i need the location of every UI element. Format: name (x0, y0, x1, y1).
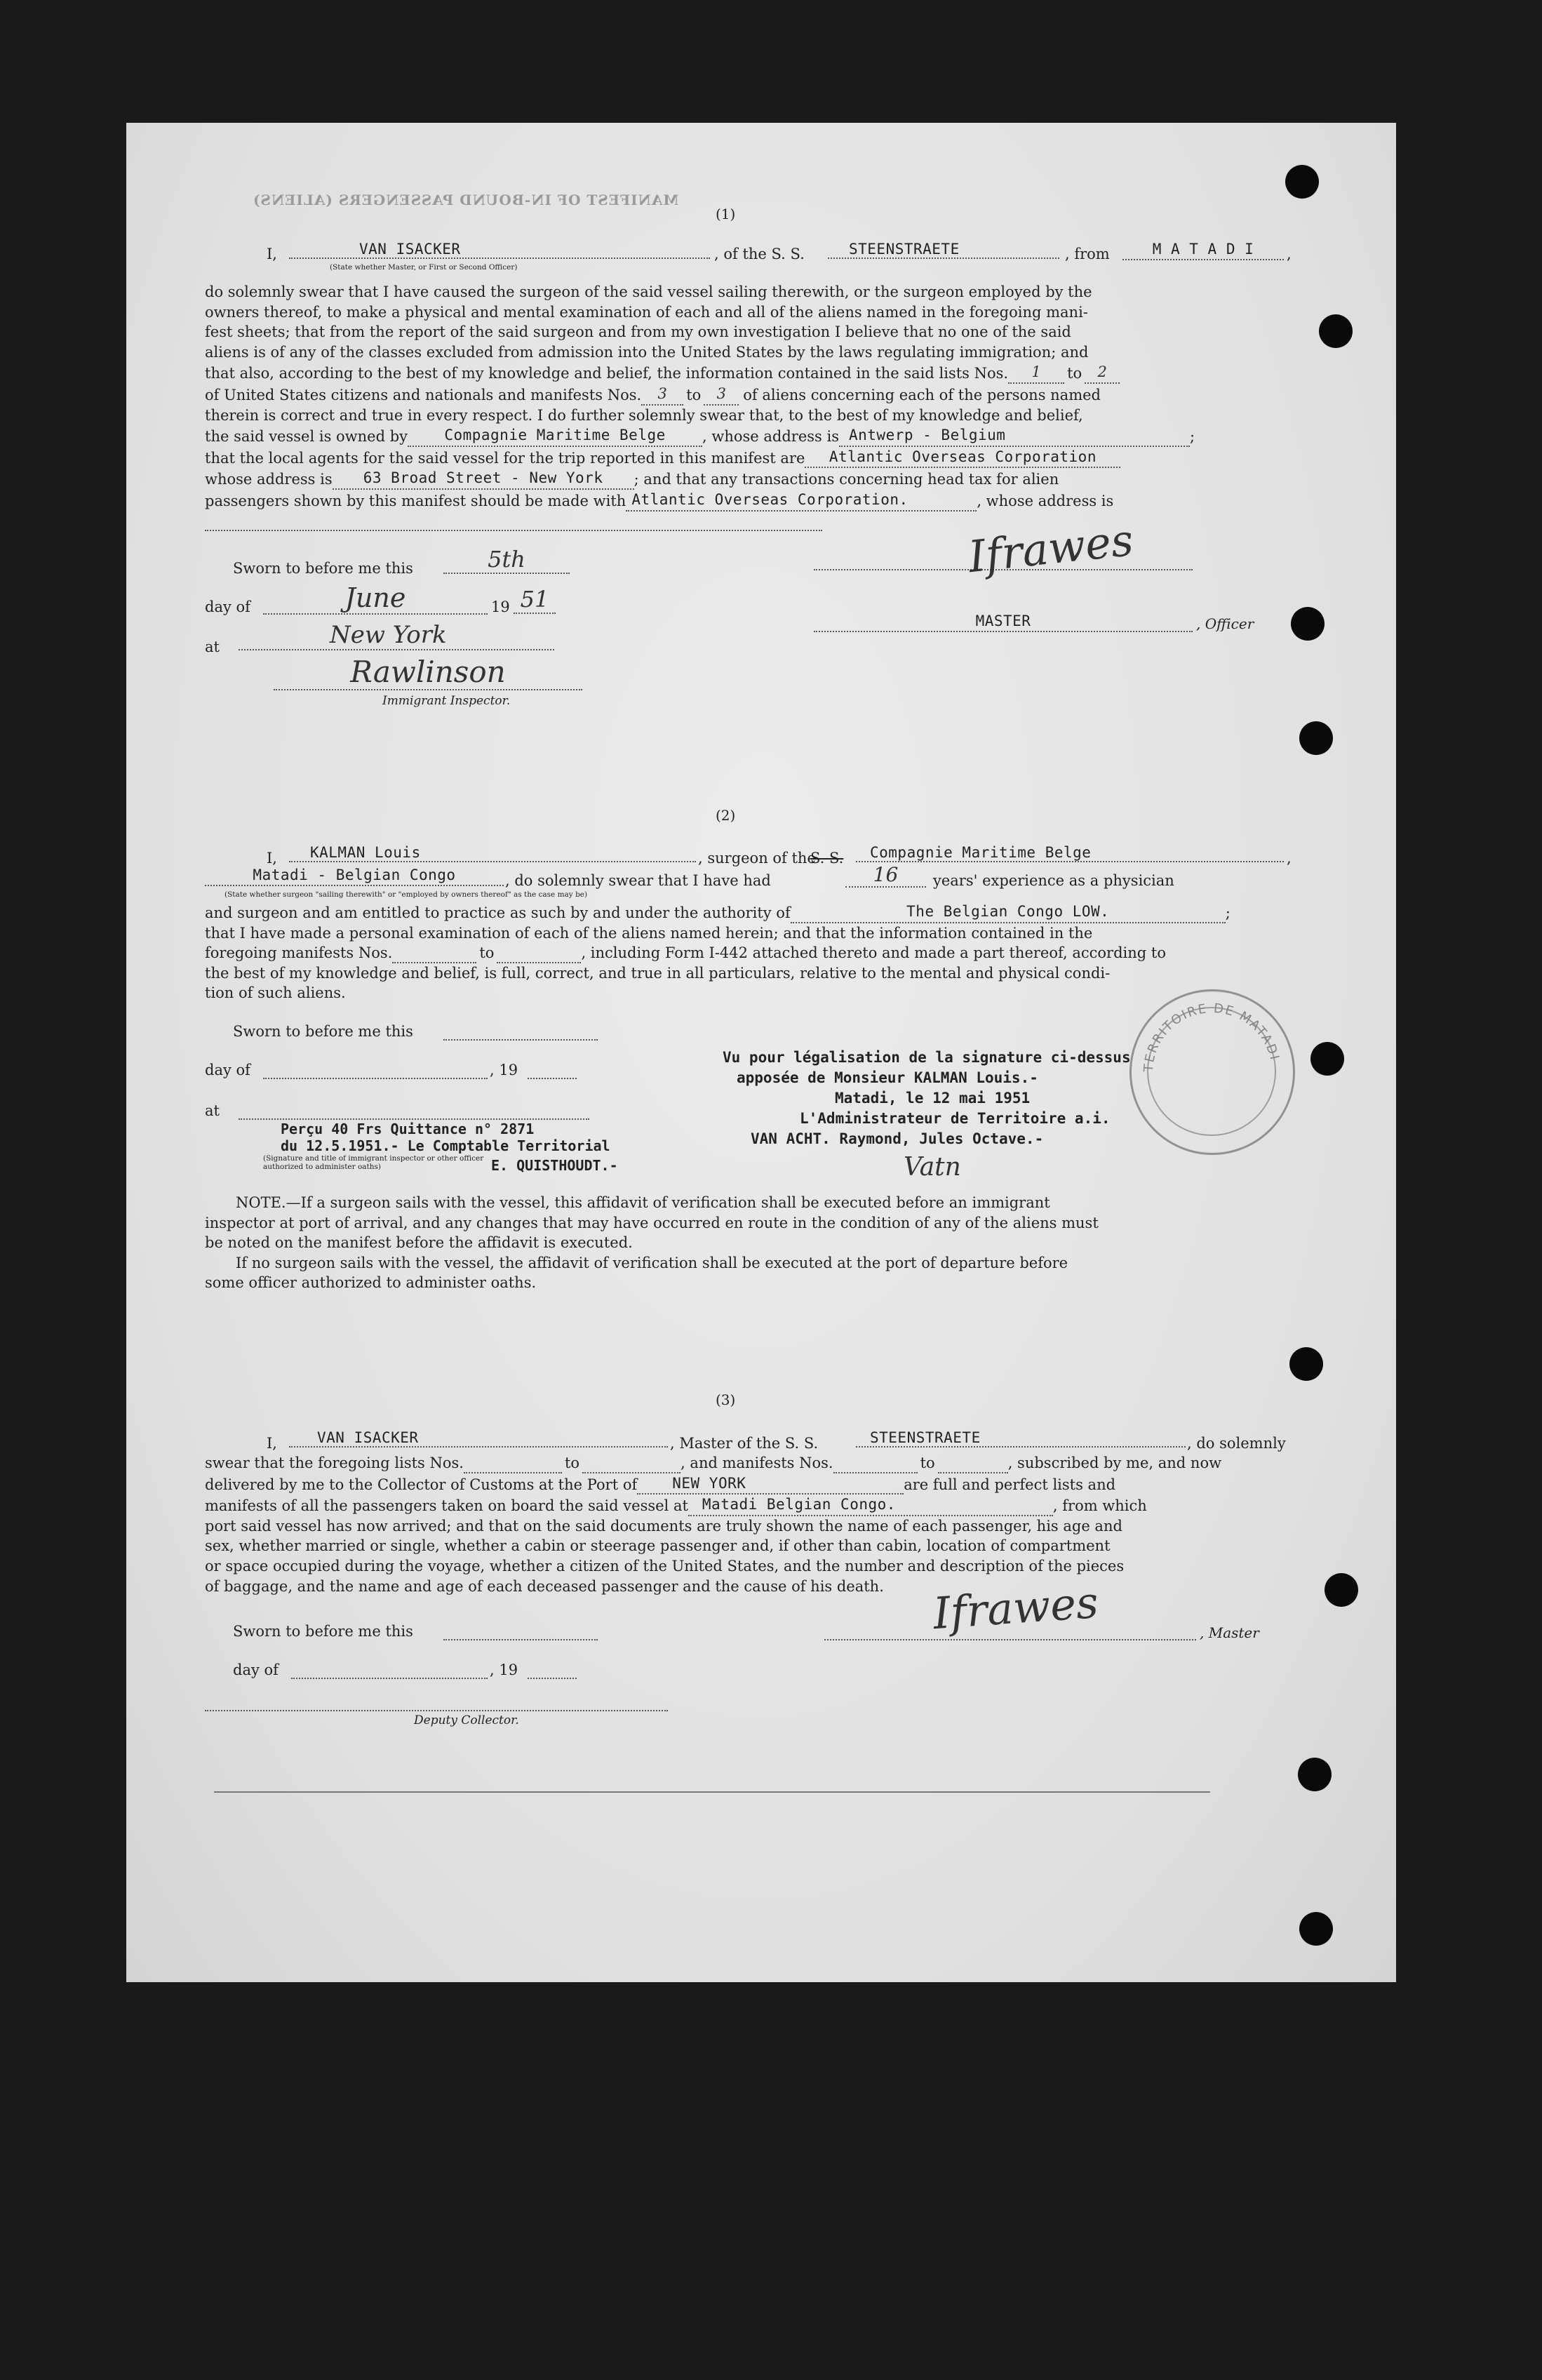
s3-line-2: delivered by me to the Collector of Customs at the Port of NEW YORK are full and perfect lists and (205, 1473, 1332, 1495)
s1-manifest-from: 3 (641, 384, 683, 406)
s2-month (263, 1059, 488, 1079)
s2-administrator-signature: Vatn (904, 1153, 961, 1182)
s1-of-the-ss: , of the S. S. (714, 246, 805, 262)
s2-hint: (State whether surgeon "sailing therewith" or "employed by owners thereof" as the case may be) (224, 890, 588, 899)
s3-port: NEW YORK (637, 1473, 904, 1495)
s3-line-5: sex, whether married or single, whether a cabin or steerage passenger and, if other than cabin, location of compartment (205, 1537, 1111, 1555)
s3-lists-from (464, 1454, 562, 1473)
s2-note-3: be noted on the manifest before the affidavit is executed. (205, 1234, 633, 1252)
s1-line-4: aliens is of any of the classes excluded from admission into the United States by the laws regulating immigration; and (205, 343, 1089, 361)
s3-year-prefix: , 19 (490, 1662, 518, 1678)
s3-line-4: port said vessel has now arrived; and that on the said documents are truly shown the name of each passenger, his age and (205, 1517, 1122, 1535)
s2-line-5: tion of such aliens. (205, 984, 346, 1002)
s1-line-10: whose address is 63 Broad Street - New York ; and that any transactions concerning head tax for alien (205, 468, 1332, 490)
s1-month: June (263, 582, 488, 615)
s2-note-2: inspector at port of arrival, and any changes that may have occurred en route in the condition of any of the aliens must (205, 1214, 1099, 1231)
s2-ss-struck: S. S. (810, 850, 844, 867)
s3-sworn-label: Sworn to before me this (233, 1623, 413, 1640)
official-seal (1129, 989, 1295, 1155)
s2-note-5: some officer authorized to administer oaths. (205, 1274, 537, 1292)
s1-lists-from: 1 (1008, 362, 1064, 384)
s1-year-prefix: 19 (491, 599, 510, 615)
s1-place: New York (239, 621, 554, 650)
s1-inspector-title: Immigrant Inspector. (382, 694, 511, 708)
document-page: MANIFEST OF IN-BOUND PASSENGERS (ALIENS) (1) I, VAN ISACKER (State whether Master, or First or Second Officer) , of the S. S. STEENSTRAETE , from M A T A D I , do solemnly swear that I have caused the surgeon of the said vessel sailing therewith, or the surgeon employed by the owners thereof, to make a physical and mental examination of each and all of the aliens named in the foregoing mani- fest sheets; that from the report of the said surgeon and from my own investigation I believe that no one of the said aliens is of any of the classes excluded from admission into the United States by the laws regulating immigration; and that also, according to the best of my knowledge and belief, the information contained in the said lists Nos. 1 to 2 of United States citizens and nationals and manifests Nos. 3 to 3 of aliens concerning each of the persons named therein is correct and true in every respect. I do further solemnly swear that, to the best of my knowledge and belief, the said vessel is owned by Compagnie Maritime Belge , whose address is Antwerp - Belgium ; that the local agents for the said vessel for the trip reported in this manifest are Atlantic Overseas Corporation whose address is 63 Broad Street - New York ; and that any transactions concerning head tax for alien passengers shown by this manifest should be made with Atlantic Overseas Corporation. , whose address is Sworn to before me this 5th day of June 19 51 at New York Rawlinson Immigrant Inspector. Ifrawes MASTER , Officer (2) I, KALMAN Louis , surgeon of the S. S. Compagnie Maritime Belge , Matadi - Belgian Congo , do solemnly swear that I have had 16 years' experience as a physician (State whether surgeon "sailing therewith" or "employed by owners thereof" as the case may be) and surgeon and am entitled to practice as such by and under the authority of The Belgian Congo LOW. ; that I have made a personal examination of each of the aliens named herein; and that the information contained in the foregoing manifests Nos. to , including Form I-442 attached thereto and made a part thereof, according to the best of my knowledge and belief, is full, correct, and true in all particulars, relative to the mental and physical condi- tion of such aliens. Sworn to before me this day of , 19 at Perçu 40 Frs Quittance n° 2871 du 12.5.1951.- Le Comptable Territorial (Signature and title of immigrant inspector or other officer authorized to administer oaths) E. QUISTHOUDT.- Vu pour légalisation de la signature ci-dessus apposée de Monsieur KALMAN Louis.- Matadi, le 12 mai 1951 L'Administrateur de Territoire a.i. VAN ACHT. Raymond, Jules Octave.- Vatn TERRITOIRE DE MATADI NOTE.—If a surgeon sails with the vessel, this affidavit of verification shall be executed before an immigrant inspector at port of arrival, and any changes that may have occurred en route in the condition of any of the aliens must be noted on the manifest before the affidavit is executed. If no surgeon sails with the vessel, the affidavit of verification shall be executed at the port of departure before some officer authorized to administer oaths. (3) I, VAN ISACKER , Master of the S. S. STEENSTRAETE , do solemnly swear that the foregoing lists Nos. to , and manifests Nos. to , subscribed by me, and now delivered by me to the Collector of Customs at the Port of NEW YORK are full and perfect lists and manifests of all the passengers taken on board the said vessel at Matadi Belgian Congo. , from which port said vessel has now arrived; and that on the said documents are truly shown the name of each passenger, his age and sex, whether married or single, whether a cabin or steerage passenger and, if other than cabin, location of compartment or space occupied during the voyage, whether a citizen of the United States, and the number and description of the pieces of baggage, and the name and age of each deceased passenger and the cause of his death. Sworn to before me this day of , 19 Deputy Collector. Ifrawes , Master (126, 123, 1396, 1982)
s3-line-3: manifests of all the passengers taken on board the said vessel at Matadi Belgian Congo. , from which (205, 1495, 1332, 1516)
punch-hole (1289, 1347, 1323, 1381)
s3-ship: STEENSTRAETE (856, 1429, 1186, 1448)
s3-origin: Matadi Belgian Congo. (688, 1495, 1053, 1516)
section-3-number: (3) (716, 1391, 736, 1408)
section-1-number: (1) (716, 206, 736, 222)
s2-place: Matadi - Belgian Congo (205, 867, 504, 886)
s1-line-7: therein is correct and true in every respect. I do further solemnly swear that, to the best of my knowledge and belief, (205, 406, 1083, 424)
s1-tax-agent: Atlantic Overseas Corporation. (626, 490, 977, 512)
s2-note (205, 1193, 1332, 1293)
s1-sworn-day: 5th (443, 546, 570, 574)
s1-owner-address: Antwerp - Belgium (839, 425, 1190, 447)
s1-port: M A T A D I (1122, 241, 1284, 260)
s1-line-6: of United States citizens and nationals and manifests Nos. 3 to 3 of aliens concerning each of the persons named (205, 384, 1332, 406)
s2-legalisation-stamp: Vu pour légalisation de la signature ci-dessus apposée de Monsieur KALMAN Louis.- Matadi, le 12 mai 1951 L'Administrateur de Territoire a.i. VAN ACHT. Raymond, Jules Octave.- (723, 1049, 1131, 1147)
s1-master-title: MASTER (814, 613, 1193, 632)
s3-collector-title: Deputy Collector. (414, 1713, 519, 1727)
s2-day-of-label: day of (205, 1062, 250, 1078)
s3-master-signature: Ifrawes (931, 1576, 1100, 1640)
s2-years-exp: years' experience as a physician (933, 872, 1174, 889)
punch-hole (1285, 165, 1319, 199)
s1-line-9: that the local agents for the said vessel for the trip reported in this manifest are Atlantic Overseas Corporation (205, 447, 1332, 469)
s2-receipt-stamp: Perçu 40 Frs Quittance n° 2871 du 12.5.1951.- Le Comptable Territorial (281, 1121, 610, 1154)
s2-manifest-from (392, 944, 476, 963)
s1-day-of-label: day of (205, 599, 250, 615)
s2-paragraph (205, 902, 1332, 1003)
s1-line-8: the said vessel is owned by Compagnie Maritime Belge , whose address is Antwerp - Belgium ; (205, 425, 1332, 447)
s1-line-11: passengers shown by this manifest should be made with Atlantic Overseas Corporation. , whose address is (205, 490, 1332, 512)
s3-master-name: VAN ISACKER (289, 1429, 668, 1448)
bleed-through-header: MANIFEST OF IN-BOUND PASSENGERS (ALIENS) (253, 192, 679, 208)
s3-i: I, (267, 1435, 277, 1452)
seal-text: TERRITOIRE DE MATADI (1141, 1001, 1282, 1073)
s1-master-signature: Ifrawes (965, 514, 1136, 583)
s1-line-3: fest sheets; that from the report of the said surgeon and from my own investigation I believe that no one of the said (205, 323, 1071, 341)
s3-day-of-label: day of (233, 1662, 279, 1678)
punch-hole (1298, 1758, 1332, 1791)
s2-swear: , do solemnly swear that I have had (505, 872, 771, 889)
s2-line-4: the best of my knowledge and belief, is full, correct, and true in all particulars, relative to the mental and physical condi- (205, 964, 1111, 982)
s2-line-2: that I have made a personal examination of each of the aliens named herein; and that the information contained in the (205, 924, 1093, 942)
bottom-rule (214, 1791, 1210, 1793)
s2-note-1: NOTE.—If a surgeon sails with the vessel, this affidavit of verification shall be executed before an immigrant (236, 1194, 1050, 1211)
s3-collector-line (205, 1710, 668, 1711)
punch-hole (1319, 314, 1353, 348)
s2-line-authority: and surgeon and am entitled to practice as such by and under the authority of The Belgian Congo LOW. ; (205, 902, 1332, 923)
s3-lists-to (582, 1454, 681, 1473)
s1-master-name: VAN ISACKER (289, 241, 710, 259)
s2-place-blank (239, 1100, 589, 1120)
s1-i: I, (267, 246, 277, 262)
punch-hole (1291, 607, 1325, 641)
section-2-number: (2) (716, 807, 736, 824)
s1-line-5: that also, according to the best of my knowledge and belief, the information contained in the said lists Nos. 1 to 2 (205, 362, 1332, 384)
s1-year: 51 (514, 586, 556, 614)
s2-years: 16 (845, 863, 926, 888)
punch-hole (1299, 721, 1333, 755)
s1-agent-address: 63 Broad Street - New York (333, 468, 634, 490)
punch-hole (1299, 1912, 1333, 1946)
s1-sworn-label: Sworn to before me this (233, 560, 413, 577)
s2-i: I, (267, 850, 277, 867)
s3-master-label: , Master (1200, 1624, 1259, 1641)
s1-name-hint: (State whether Master, or First or Second Officer) (330, 263, 518, 272)
s3-do-solemnly: , do solemnly (1187, 1435, 1286, 1452)
s1-inspector-signature: Rawlinson (274, 655, 582, 690)
s1-from: , from (1065, 246, 1110, 262)
s3-month (291, 1659, 488, 1679)
s2-year-prefix: , 19 (490, 1062, 518, 1078)
s2-year (528, 1059, 577, 1079)
s2-at-label: at (205, 1102, 220, 1119)
s1-at-label: at (205, 639, 220, 655)
s1-line-1: do solemnly swear that I have caused the surgeon of the said vessel sailing therewith, or the surgeon employed by the (205, 283, 1092, 300)
s2-authority: The Belgian Congo LOW. (791, 902, 1226, 923)
s2-surgeon-of: , surgeon of the (698, 850, 816, 867)
s2-note-4: If no surgeon sails with the vessel, the affidavit of verification shall be executed at the port of departure before (236, 1254, 1068, 1271)
s3-paragraph (205, 1453, 1332, 1596)
s1-paragraph (205, 282, 1332, 512)
s2-manifest-to (497, 944, 581, 963)
s3-manifests-from (833, 1454, 918, 1473)
s2-sworn-day (443, 1021, 598, 1041)
s1-owner: Compagnie Maritime Belge (408, 425, 702, 447)
s3-year (528, 1659, 577, 1679)
s2-receipt-name: E. QUISTHOUDT.- (491, 1157, 618, 1174)
s2-line-3: foregoing manifests Nos. to , including Form I-442 attached thereto and made a part thereof, according to (205, 943, 1332, 963)
s3-line-1: swear that the foregoing lists Nos. to , and manifests Nos. to , subscribed by me, and now (205, 1453, 1332, 1473)
s2-sworn-label: Sworn to before me this (233, 1023, 413, 1040)
s3-master-of: , Master of the S. S. (670, 1435, 819, 1452)
s1-officer-label: , Officer (1196, 615, 1254, 632)
s1-agent: Atlantic Overseas Corporation (805, 447, 1120, 469)
svg-text:TERRITOIRE DE MATADI (1141, 1001, 1282, 1074)
punch-hole (1310, 1042, 1344, 1076)
s1-lists-to: 2 (1085, 362, 1120, 384)
s2-company: Compagnie Maritime Belge (856, 844, 1284, 862)
s1-manifest-to: 3 (704, 384, 739, 406)
s1-blank-line (205, 530, 822, 531)
s3-sworn-day (443, 1621, 598, 1640)
s3-manifests-to (938, 1454, 1008, 1473)
s1-line-2: owners thereof, to make a physical and mental examination of each and all of the aliens named in the foregoing mani- (205, 303, 1088, 321)
s3-line-7: of baggage, and the name and age of each deceased passenger and the cause of his death. (205, 1577, 884, 1595)
s2-surgeon-name: KALMAN Louis (289, 844, 696, 862)
punch-hole (1325, 1573, 1358, 1607)
s2-sig-hint: (Signature and title of immigrant inspector or other officer authorized to administer oaths) (263, 1154, 484, 1171)
s1-ship-name: STEENSTRAETE (828, 241, 1059, 259)
s3-line-6: or space occupied during the voyage, whether a citizen of the United States, and the number and description of the pieces (205, 1557, 1125, 1575)
